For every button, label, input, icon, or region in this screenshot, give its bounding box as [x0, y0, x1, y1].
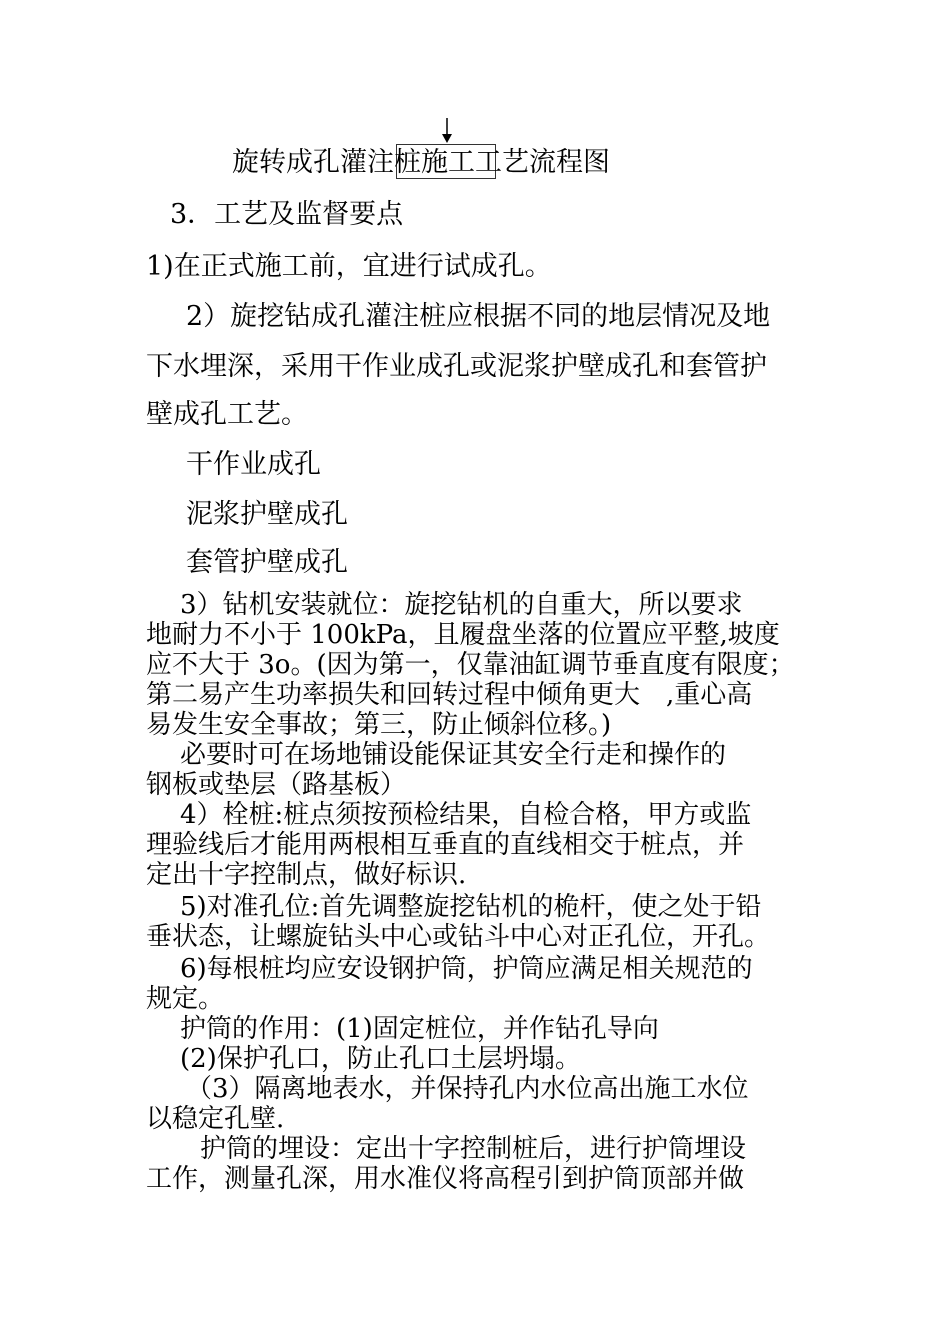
- paragraph-6-line: 6)每根桩均应安设钢护筒，护筒应满足相关规范的: [180, 954, 753, 984]
- flow-arrow-icon: [440, 118, 454, 144]
- method-item: 泥浆护壁成孔: [186, 499, 348, 530]
- paragraph-4-line: 理验线后才能用两根相互垂直的直线相交于桩点，并: [146, 830, 745, 860]
- paragraph-1: 1)在正式施工前，宜进行试成孔。: [146, 251, 552, 282]
- paragraph-3-line: 第二易产生功率损失和回转过程中倾角更大 ,重心高: [146, 680, 753, 710]
- paragraph-3b-line: 钢板或垫层（路基板）: [146, 770, 407, 800]
- paragraph-4-line: 定出十字控制点，做好标识.: [146, 860, 467, 890]
- paragraph-4-line: 4）栓桩:桩点须按预检结果，自检合格，甲方或监: [180, 800, 752, 830]
- flow-chart-caption: 旋转成孔灌注桩施工工艺流程图: [232, 147, 610, 178]
- section-heading: 3．工艺及监督要点: [170, 199, 404, 230]
- paragraph-3-line: 3）钻机安装就位：旋挖钻机的自重大，所以要求: [180, 590, 743, 620]
- paragraph-3-line: 应不大于 3o。(因为第一，仅靠油缸调节垂直度有限度；: [146, 650, 795, 680]
- paragraph-2-line: 2）旋挖钻成孔灌注桩应根据不同的地层情况及地: [186, 301, 771, 332]
- casing-role-line: 护筒的作用：(1)固定桩位，并作钻孔导向: [180, 1014, 659, 1044]
- paragraph-3-line: 地耐力不小于 100kPa，且履盘坐落的位置应平整,坡度: [146, 620, 780, 650]
- casing-role-line: 以稳定孔壁.: [146, 1104, 285, 1134]
- paragraph-2-line: 下水埋深，采用干作业成孔或泥浆护壁成孔和套管护: [146, 351, 767, 382]
- method-item: 干作业成孔: [186, 449, 321, 480]
- casing-install-line: 护筒的埋设：定出十字控制桩后，进行护筒埋设: [200, 1134, 747, 1164]
- casing-role-line: (2)保护孔口，防止孔口土层坍塌。: [180, 1044, 581, 1074]
- paragraph-6-line: 规定。: [146, 984, 225, 1014]
- paragraph-5-line: 5)对准孔位:首先调整旋挖钻机的桅杆，使之处于铅: [180, 892, 762, 922]
- method-item: 套管护壁成孔: [186, 547, 348, 578]
- paragraph-3-line: 易发生安全事故；第三，防止倾斜位移。): [146, 710, 612, 740]
- casing-role-line: （3）隔离地表水，并保持孔内水位高出施工水位: [186, 1074, 749, 1104]
- casing-install-line: 工作，测量孔深，用水准仪将高程引到护筒顶部并做: [146, 1164, 745, 1194]
- paragraph-3b-line: 必要时可在场地铺设能保证其安全行走和操作的: [180, 740, 727, 770]
- paragraph-2-line: 壁成孔工艺。: [146, 399, 308, 430]
- paragraph-5-line: 垂状态，让螺旋钻头中心或钻斗中心对正孔位，开孔。: [146, 922, 771, 952]
